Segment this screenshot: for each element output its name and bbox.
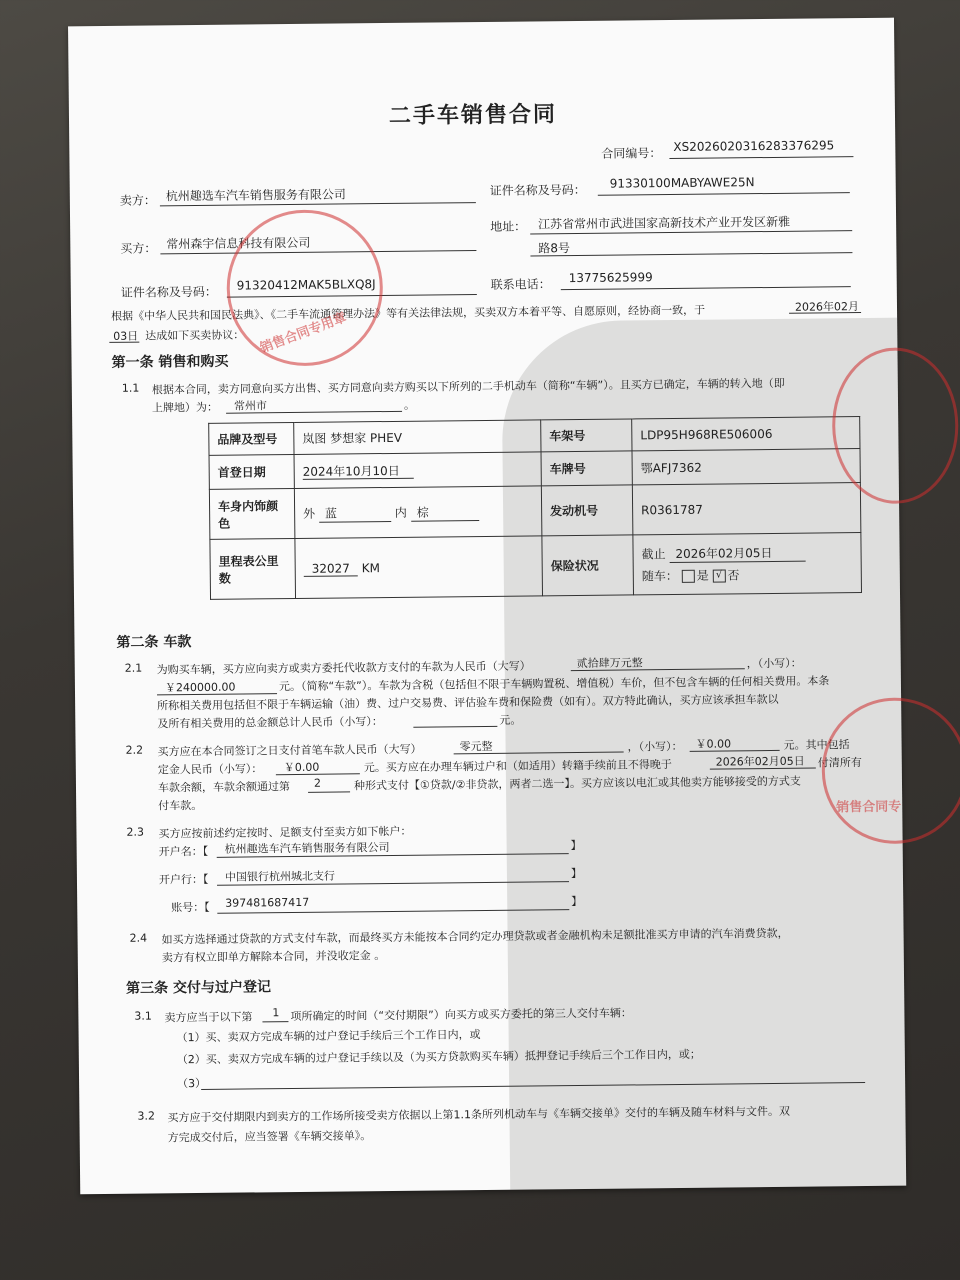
account-no-close: 】 xyxy=(571,894,583,909)
plate-label: 车牌号 xyxy=(541,451,632,486)
article3-title: 第三条 交付与过户登记 xyxy=(126,979,272,997)
clause-2-1-l1b: ，（小写）： xyxy=(746,656,802,671)
buyer-id-label: 证件名称及号码： xyxy=(120,284,217,300)
clause-3-1-num: 3.1 xyxy=(134,1009,152,1023)
clause-2-3-l1: 买方应按前述约定按时、足额支付至卖方如下帐户： xyxy=(158,824,412,841)
article2-title: 第二条 车款 xyxy=(116,634,192,651)
brand-value: 岚图 梦想家 PHEV xyxy=(294,420,541,455)
clause-3-1-l1b: 项所确定的时间（“交付期限”）向买方或买方委托的第三人交付车辆： xyxy=(290,1006,632,1024)
color-outer-value: 蓝 xyxy=(319,503,391,522)
mileage-label: 里程表公里数 xyxy=(210,538,296,599)
reg-date-value: 2024年10月10日 xyxy=(303,464,414,480)
clause-2-2-deposit: ￥0.00 xyxy=(283,760,320,775)
insurance-yes-checkbox[interactable] xyxy=(682,570,695,583)
clause-2-1-l2: 元。（简称“车款”）。车款为含税（包括但不限于车辆购置税、增值税）车价，但不包含车辆的任何相关费用。本条 xyxy=(278,674,830,694)
intro-line1: 根据《中华人民共和国民法典》、《二手车流通管理办法》等有关法律法规，买卖双方本着平等、自愿原则，经协商一致，于 xyxy=(110,303,706,323)
contract-no-label: 合同编号： xyxy=(601,146,662,161)
insurance-label: 保险状况 xyxy=(542,535,634,596)
buyer-id-value: 91320412MAK5BLXQ8J xyxy=(236,277,376,293)
clause-2-1-l4: 及所有相关费用的总金额总计人民币（小写）： xyxy=(157,715,383,731)
insurance-until-value: 2026年02月05日 xyxy=(669,544,805,563)
intro-date-b: 03日 xyxy=(113,329,139,343)
clause-2-2-l1c: 元。其中包括 xyxy=(783,738,850,752)
clause-2-4-l2: 卖方有权立即单方解除本合同，并没收定金 。 xyxy=(161,949,386,965)
clause-2-3-num: 2.3 xyxy=(126,825,145,839)
contract-seal-text: 销售合同专 xyxy=(836,799,902,816)
insurance-cell xyxy=(633,533,862,595)
clause-2-2-l2a: 定金人民币（小写）： xyxy=(157,762,263,777)
clause-2-1-l4end: 元。 xyxy=(499,713,522,727)
intro-line2: 达成如下买卖协议： xyxy=(145,328,245,343)
mileage-unit: KM xyxy=(361,560,381,575)
seller-address-line2: 路8号 xyxy=(538,241,571,256)
clause-2-1-l1a: 为购买车辆，买方应向卖方或卖方委托代收款方支付的车款为人民币（大写） xyxy=(156,659,531,677)
seller-id-value: 91330100MABYAWE25N xyxy=(609,175,755,191)
clause-1-1-city: 常州市 xyxy=(233,399,268,413)
seller-seal-stamp xyxy=(226,209,384,367)
buyer-phone-value: 13775625999 xyxy=(568,270,653,286)
contract-no-value: XS2026020316283376295 xyxy=(673,138,835,154)
mileage-cell xyxy=(295,536,543,599)
clause-2-2-l1b: ，（小写）： xyxy=(627,739,683,754)
clause-2-2-method: 2 xyxy=(313,776,322,790)
clause-1-1-end: 。 xyxy=(403,398,416,412)
clause-2-2-l2b: 元。买方应在办理车辆过户和（如适用）转籍手续前且不得晚于 xyxy=(363,758,672,775)
insurance-yes-label: 是 xyxy=(696,568,709,583)
clause-3-1-l1a: 卖方应当于以下第 xyxy=(164,1010,253,1025)
intro-date-a: 2026年02月 xyxy=(794,300,860,314)
clause-3-2-num: 3.2 xyxy=(137,1109,156,1123)
clause-3-1-item: 1 xyxy=(272,1006,280,1020)
insurance-until-label: 截止 xyxy=(641,547,666,562)
clause-2-2-l1a: 买方应在本合同签订之日支付首笔车款人民币（大写） xyxy=(157,742,422,759)
clause-3-2-l2: 方完成交付后，应当签署《车辆交接单》。 xyxy=(167,1129,372,1145)
color-label: 车身内饰颜色 xyxy=(209,488,295,539)
clause-2-2-upper: 零元整 xyxy=(459,739,493,754)
clause-2-1-lower: ￥240000.00 xyxy=(164,680,236,695)
clause-2-2-num: 2.2 xyxy=(125,743,144,757)
clause-2-2-l3a: 车款余额，车款余额通过第 xyxy=(157,780,291,795)
color-outer-label: 外 xyxy=(303,506,316,521)
seller-value: 杭州趣选车汽车销售服务有限公司 xyxy=(165,187,346,204)
color-inner-value: 棕 xyxy=(411,503,479,522)
seller-seal-text: 销售合同专用章 xyxy=(258,310,349,357)
buyer-label: 买方： xyxy=(120,241,157,256)
clause-2-2-l3b: 种形式支付【①贷款/②非贷款，两者二选一】。买方应该以电汇或其他卖方能够接受的方式支 xyxy=(353,774,801,793)
seller-id-label: 证件名称及号码： xyxy=(489,182,586,198)
clause-2-4-num: 2.4 xyxy=(129,931,148,945)
insurance-with-label: 随车： xyxy=(641,568,678,584)
reg-date-cell xyxy=(294,452,541,489)
vin-value: LDP95H968RE506006 xyxy=(632,417,860,451)
contract-title: 二手车销售合同 xyxy=(388,102,558,129)
plate-value: 鄂AFJ7362 xyxy=(632,449,860,485)
account-name-close: 】 xyxy=(570,838,582,853)
bank-label: 开户行：【 xyxy=(158,872,209,887)
clause-2-1-l3: 所称相关费用包括但不限于车辆运输（油）费、过户交易费、评估验车费和保险费（如有）。双方特此确认，买方应该承担车款以 xyxy=(157,692,779,713)
clause-2-2-date: 2026年02月05日 xyxy=(715,754,805,769)
clause-1-1-text1: 根据本合同，卖方同意向买方出售、买方同意向卖方购买以下所列的二手机动车（简称“车辆”）。且买方已确定，车辆的转入地（即 xyxy=(151,376,785,397)
buyer-phone-label: 联系电话： xyxy=(490,277,551,292)
account-no-value: 397481687417 xyxy=(225,895,310,910)
clause-2-2-l4: 付车款。 xyxy=(158,798,203,813)
clause-3-1-o1: （1）买、卖双方完成车辆的过户登记手续后三个工作日内，或 xyxy=(176,1028,481,1045)
article1-title: 第一条 销售和购买 xyxy=(111,353,229,371)
color-inner-label: 内 xyxy=(394,505,407,520)
clause-2-2-l2c: 付清所有 xyxy=(817,756,862,770)
contract-paper xyxy=(68,18,906,1195)
clause-2-1-upper: 贰拾肆万元整 xyxy=(576,656,643,671)
vin-label: 车架号 xyxy=(541,419,632,452)
clause-3-1-o3: （3） xyxy=(177,1076,207,1091)
seller-address-label: 地址： xyxy=(490,219,527,234)
clause-2-1-num: 2.1 xyxy=(124,661,143,675)
clause-3-2-l1: 买方应于交付期限内到卖方的工作场所接受卖方依据以上第1.1条所列机动车与《车辆交接单》交付的车辆及随车材料与文件。双 xyxy=(167,1104,790,1125)
clause-2-2-lower: ￥0.00 xyxy=(695,737,732,751)
bank-value: 中国银行杭州城北支行 xyxy=(224,869,336,884)
mileage-value: 32027 xyxy=(304,561,358,577)
clause-2-4-l1: 如买方选择通过贷款的方式支付车款，而最终买方未能按本合同约定办理贷款或者金融机构未足额批准买方申请的汽车消费贷款， xyxy=(161,926,789,947)
bank-close: 】 xyxy=(570,866,582,881)
account-name-label: 开户名：【 xyxy=(158,844,209,859)
reg-date-label: 首登日期 xyxy=(209,454,294,489)
insurance-no-label: 否 xyxy=(727,568,740,583)
account-name-value: 杭州趣选车汽车销售服务有限公司 xyxy=(224,841,390,856)
buyer-value: 常州森宇信息科技有限公司 xyxy=(166,235,311,252)
clause-1-1-num: 1.1 xyxy=(121,381,140,395)
clause-3-1-o2: （2）买、卖双方完成车辆的过户登记手续以及（为买方贷款购买车辆）抵押登记手续后三个工作日内，或； xyxy=(176,1047,701,1067)
insurance-no-checkbox[interactable]: √ xyxy=(712,569,725,582)
color-cell xyxy=(294,486,542,539)
clause-1-1-text2: 上牌地）为： xyxy=(151,400,219,415)
buyer-seal-stamp xyxy=(831,347,959,504)
vehicle-table xyxy=(208,416,862,600)
seller-address-line1: 江苏省常州市武进国家高新技术产业开发区新雅 xyxy=(538,214,791,232)
account-no-label: 账号：【 xyxy=(171,900,210,915)
engine-label: 发动机号 xyxy=(541,485,633,536)
seller-label: 卖方： xyxy=(119,193,156,208)
engine-value: R0361787 xyxy=(632,483,861,535)
brand-label: 品牌及型号 xyxy=(209,422,294,455)
